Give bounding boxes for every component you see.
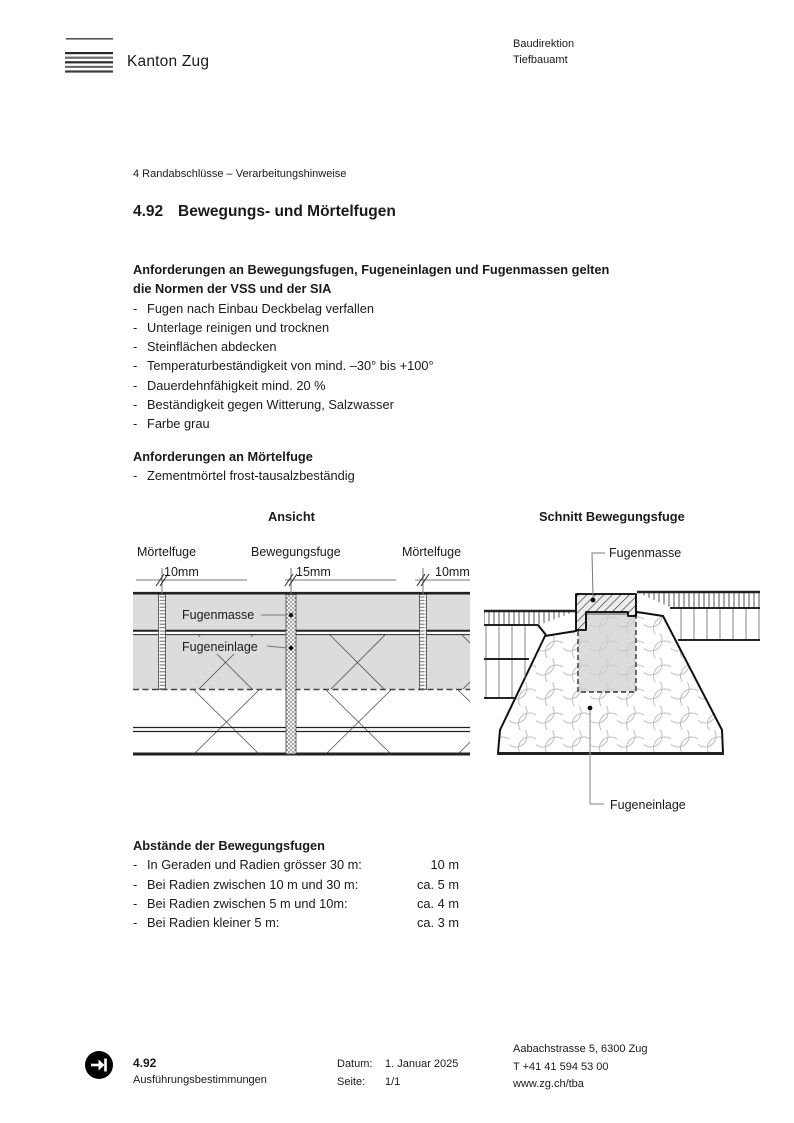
list-item: - Temperaturbeständigkeit von mind. –30° bis +100°: [133, 358, 434, 374]
footer-phone: T +41 41 594 53 00: [513, 1060, 609, 1073]
section1-heading-line1: Anforderungen an Bewegungsfugen, Fugeneinlagen und Fugenmassen gelten: [133, 262, 610, 277]
title-number: 4.92: [133, 203, 164, 220]
footer-page-row: [337, 1074, 458, 1090]
section2-heading: Anforderungen an Mörtelfuge: [133, 449, 313, 464]
crosshatch-lower: [131, 690, 472, 754]
section3-heading: Abstände der Bewegungsfugen: [133, 838, 325, 853]
joint-dim-right: 10mm: [435, 565, 470, 579]
list-item: - Fugen nach Einbau Deckbelag verfallen: [133, 300, 374, 316]
figure-title-schnitt: Schnitt Bewegungsfuge: [539, 509, 685, 524]
figure-ansicht-drawing: [131, 538, 472, 766]
footer-date-label: Datum:: [337, 1058, 373, 1070]
section-abstaende: [133, 836, 459, 932]
page-title: [133, 203, 396, 221]
joint-label-center: Bewegungsfuge: [251, 545, 341, 559]
list-item: - Dauerdehnfähigkeit mind. 20 %: [133, 377, 326, 393]
fugenmasse-pointer-dot: [289, 613, 293, 617]
footer-date-row: [337, 1056, 458, 1072]
footer-page-value: 1/1: [385, 1076, 401, 1088]
footer-page-label: Seite:: [337, 1076, 366, 1088]
joint-dim-left: 10mm: [164, 565, 199, 579]
distance-row: - Bei Radien zwischen 5 m und 10m: ca. 4 m: [133, 895, 459, 911]
breadcrumb: 4 Randabschlüsse – Verarbeitungshinweise: [133, 168, 347, 180]
fugeneinlage-pointer-dot: [588, 706, 593, 711]
distance-row: - In Geraden und Radien grösser 30 m: 10 m: [133, 857, 459, 873]
figure-schnitt-drawing: [482, 538, 762, 820]
org-name: Kanton Zug: [127, 53, 210, 70]
label-fugenmasse: Fugenmasse: [609, 546, 682, 560]
dept-line-1: Baudirektion: [513, 38, 575, 50]
footer-date-value: 1. Januar 2025: [385, 1058, 459, 1070]
list-item: - Beständigkeit gegen Witterung, Salzwasser: [133, 397, 394, 413]
joint-label-left: Mörtelfuge: [137, 545, 197, 559]
fugenmasse-leader-line: [592, 553, 605, 596]
moertelfuge-joint-left: [159, 595, 166, 690]
list-item: - Unterlage reinigen und trocknen: [133, 319, 330, 335]
footer-doc-type: Ausführungsbestimmungen: [133, 1074, 267, 1086]
label-fugeneinlage: Fugeneinlage: [182, 640, 258, 654]
label-fugenmasse: Fugenmasse: [182, 608, 255, 622]
footer-address: Aabachstrasse 5, 6300 Zug: [513, 1043, 648, 1055]
logo-stripes-icon: [65, 36, 115, 76]
distance-row: - Bei Radien kleiner 5 m: ca. 3 m: [133, 915, 459, 931]
distance-row: - Bei Radien zwischen 10 m und 30 m: ca. 5 m: [133, 876, 459, 892]
dept-line-2: Tiefbauamt: [513, 54, 568, 66]
footer-web: www.zg.ch/tba: [513, 1078, 584, 1090]
enter-arrow-icon: [84, 1050, 114, 1085]
bewegungsfuge-joint-center: [286, 595, 296, 755]
section-anforderungen-moertelfuge: [133, 447, 673, 486]
fugenmasse-pointer-dot: [591, 598, 596, 603]
joint-label-right: Mörtelfuge: [402, 545, 462, 559]
list-item: - Zementmörtel frost-tausalzbeständig: [133, 468, 355, 484]
footer-doc-number: 4.92: [133, 1056, 157, 1070]
list-item: - Steinflächen abdecken: [133, 339, 277, 355]
label-fugeneinlage: Fugeneinlage: [610, 798, 686, 812]
section1-heading-line2: die Normen der VSS und der SIA: [133, 281, 332, 297]
list-item: - Farbe grau: [133, 416, 210, 432]
fugeneinlage-pointer-dot: [289, 646, 293, 650]
moertelfuge-joint-right: [420, 595, 427, 690]
kanton-zug-logo: [65, 36, 115, 81]
figure-title-ansicht: Ansicht: [268, 509, 315, 524]
section-anforderungen-bewegungsfugen: [133, 260, 673, 434]
joint-dim-center: 15mm: [296, 565, 331, 579]
title-text: Bewegungs- und Mörtelfugen: [178, 203, 396, 220]
